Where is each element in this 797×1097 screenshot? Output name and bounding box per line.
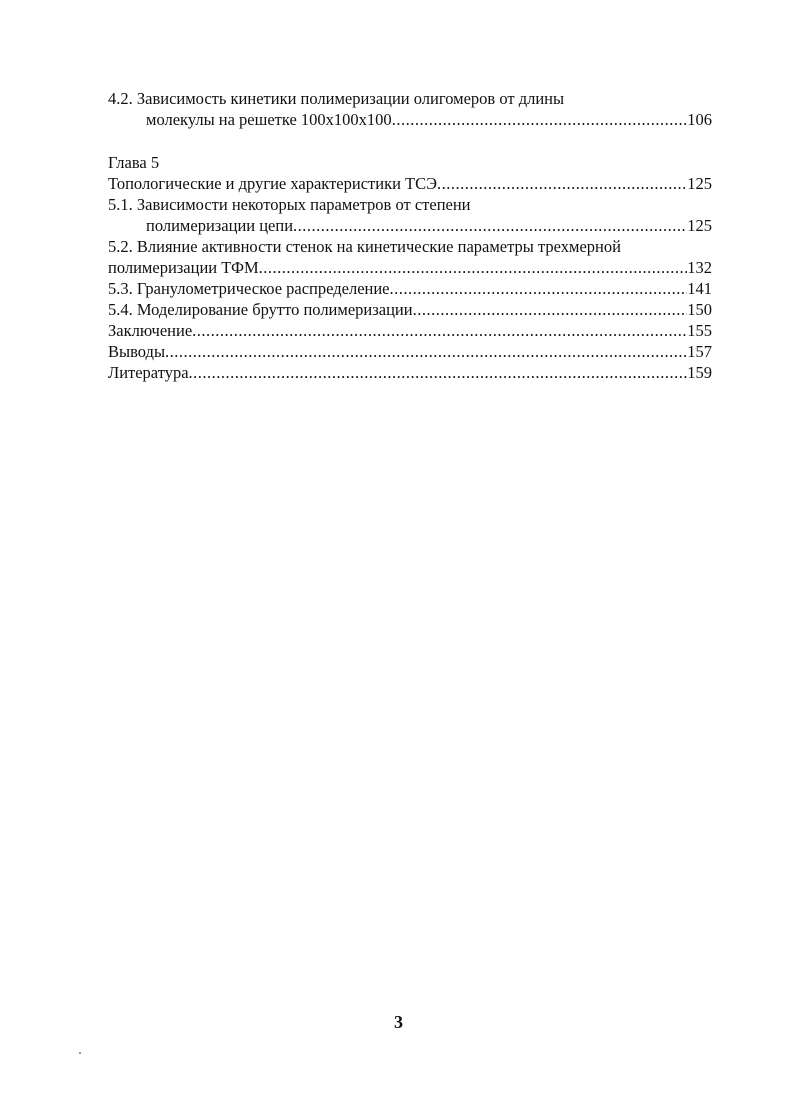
toc-entry-5-2 <box>108 257 712 278</box>
toc-entry-4-2-page: 106 <box>687 110 712 129</box>
dot-leader <box>390 278 688 299</box>
scan-speck <box>79 1052 81 1054</box>
toc-conclusion-text: Заключение <box>108 321 193 340</box>
table-of-contents <box>108 88 712 383</box>
dot-leader <box>259 257 688 278</box>
toc-literature-page: 159 <box>687 363 712 382</box>
toc-literature-text: Литература <box>108 363 189 382</box>
toc-findings <box>108 341 712 362</box>
dot-leader <box>437 173 687 194</box>
toc-entry-5-4-page: 150 <box>687 300 712 319</box>
toc-chapter-5-page: 125 <box>687 174 712 193</box>
dot-leader <box>189 362 688 383</box>
toc-entry-5-4 <box>108 299 712 320</box>
toc-chapter-5 <box>108 173 712 194</box>
toc-entry-5-4-text: 5.4. Моделирование брутто полимеризации <box>108 300 413 319</box>
toc-findings-page: 157 <box>687 342 712 361</box>
toc-entry-5-1-line1: 5.1. Зависимости некоторых параметров от степени <box>108 195 471 214</box>
dot-leader <box>293 215 687 236</box>
toc-entry-5-2-line2: полимеризации ТФМ <box>108 258 259 277</box>
toc-entry-5-2-line1: 5.2. Влияние активности стенок на кинетические параметры трехмерной <box>108 237 621 256</box>
toc-entry-5-1-line2: полимеризации цепи <box>146 216 294 235</box>
dot-leader <box>192 320 687 341</box>
toc-entry-5-1 <box>108 215 712 236</box>
toc-entry-5-1-page: 125 <box>687 216 712 235</box>
dot-leader <box>392 109 688 130</box>
page-number: 3 <box>394 1012 403 1032</box>
toc-findings-text: Выводы <box>108 342 166 361</box>
toc-entry-5-2-page: 132 <box>687 258 712 277</box>
spacer <box>108 130 712 152</box>
dot-leader <box>165 341 687 362</box>
toc-entry-5-3-text: 5.3. Гранулометрическое распределение <box>108 279 390 298</box>
toc-chapter-5-title: Топологические и другие характеристики ТСЭ <box>108 174 438 193</box>
toc-literature <box>108 362 712 383</box>
toc-entry-4-2-line1: 4.2. Зависимость кинетики полимеризации олигомеров от длины <box>108 89 565 108</box>
toc-entry-5-3 <box>108 278 712 299</box>
toc-conclusion <box>108 320 712 341</box>
toc-entry-4-2 <box>108 109 712 130</box>
toc-entry-4-2-line2: молекулы на решетке 100x100x100 <box>146 110 392 129</box>
dot-leader <box>413 299 688 320</box>
toc-conclusion-page: 155 <box>687 321 712 340</box>
chapter-heading: Глава 5 <box>108 153 160 172</box>
toc-entry-5-3-page: 141 <box>687 279 712 298</box>
